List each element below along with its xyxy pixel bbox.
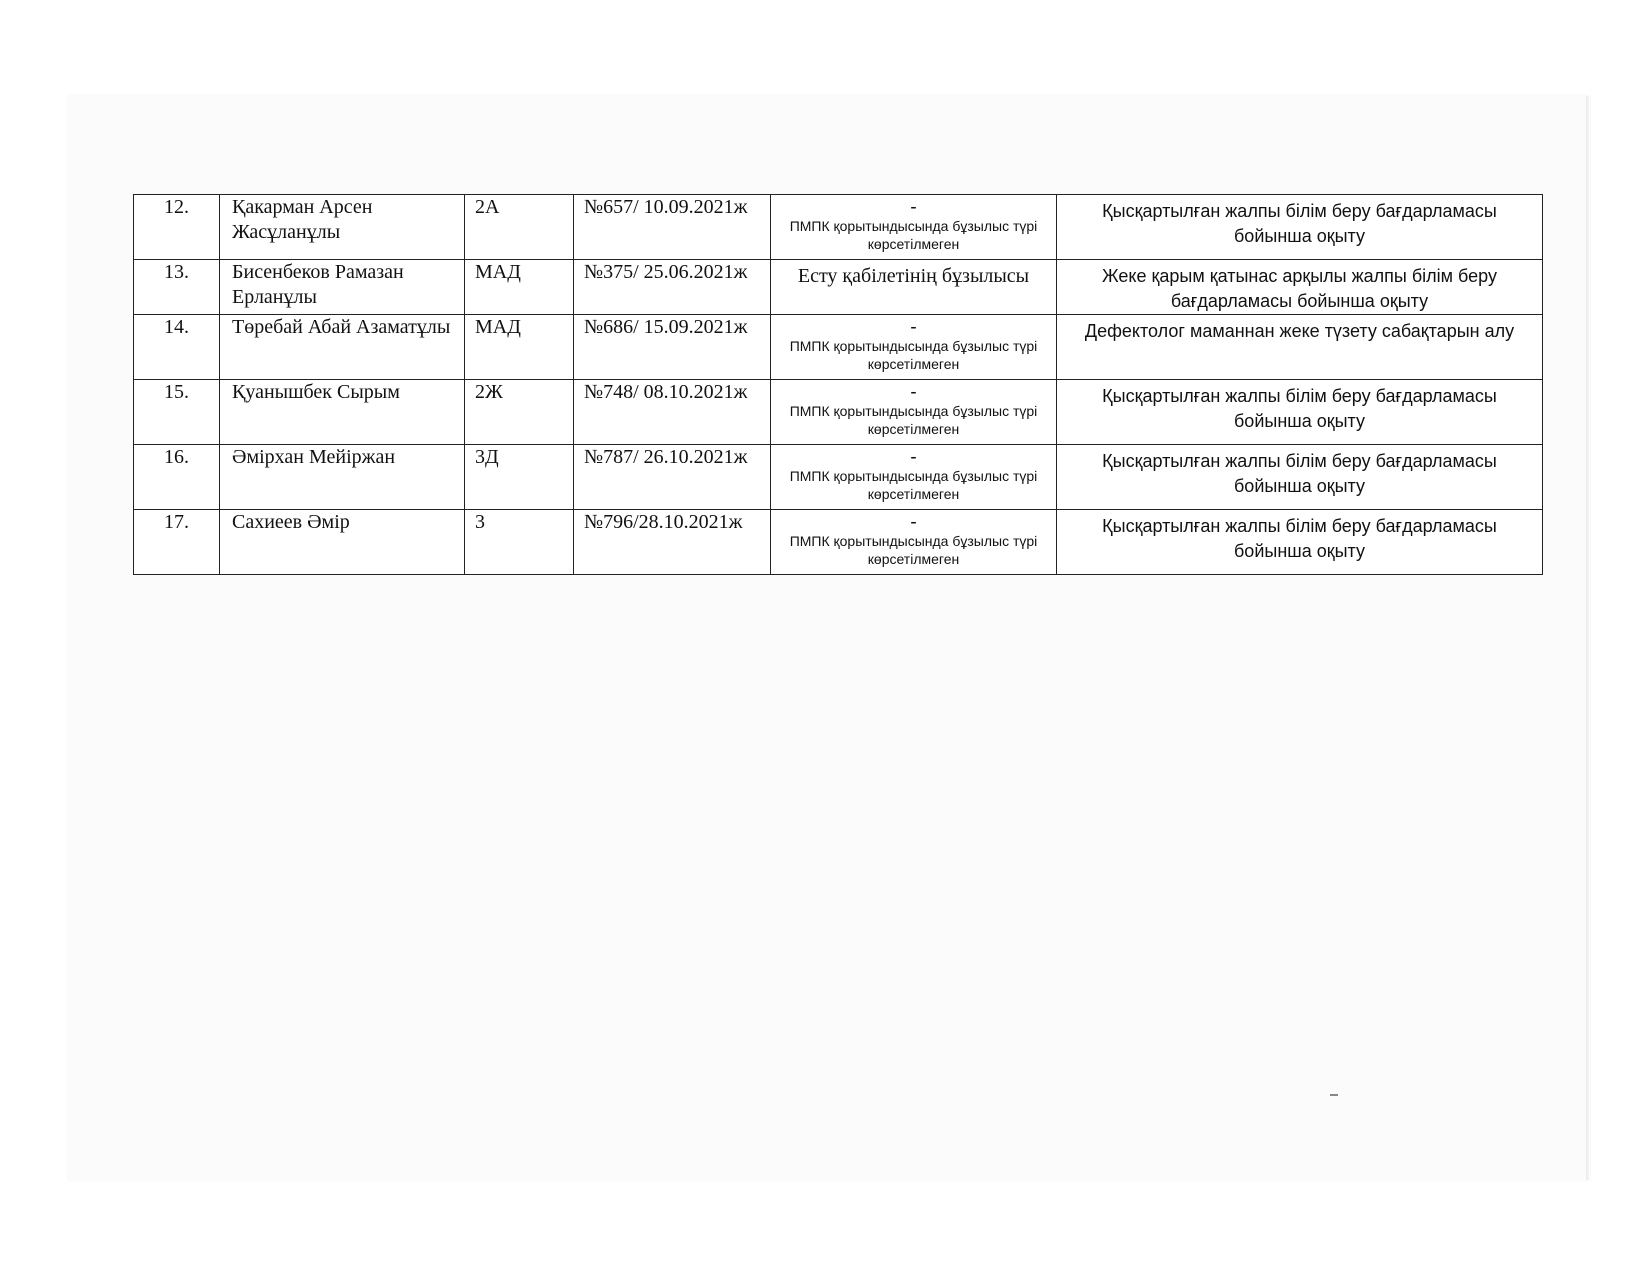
- table-row: [134, 260, 1543, 315]
- diagnosis-note: ПМПК қорытындысында бұзылыс түрі көрсетілмеген: [789, 533, 1038, 567]
- page-edge-shadow: [1586, 96, 1589, 1180]
- student-name-text: Бисенбеков Рамазан Ерланұлы: [232, 261, 404, 308]
- program-text: Қысқартылған жалпы білім беру бағдарламасы бойынша оқыту: [1102, 386, 1497, 431]
- student-class: [465, 315, 574, 380]
- pmpk-document-text: №375/ 25.06.2021ж: [584, 261, 748, 283]
- pmpk-document: [574, 195, 771, 260]
- diagnosis-cell: [771, 445, 1057, 510]
- program-text: Дефектолог маманнан жеке түзету сабақтарын алу: [1084, 321, 1515, 341]
- diagnosis-dash: -: [910, 511, 917, 531]
- diagnosis-cell: [771, 260, 1057, 315]
- table-row: [134, 445, 1543, 510]
- student-name: [220, 260, 465, 315]
- student-name: [220, 195, 465, 260]
- program-text: Жеке қарым қатынас арқылы жалпы білім беру бағдарламасы бойынша оқыту: [1102, 266, 1497, 311]
- diagnosis-cell: [771, 510, 1057, 575]
- pmpk-document: [574, 260, 771, 315]
- student-class: [465, 195, 574, 260]
- program-cell: [1057, 380, 1543, 445]
- student-name: [220, 380, 465, 445]
- student-class-text: 3: [475, 511, 485, 533]
- diagnosis-note: ПМПК қорытындысында бұзылыс түрі көрсетілмеген: [789, 218, 1038, 252]
- records-table: [133, 194, 1543, 575]
- program-text: Қысқартылған жалпы білім беру бағдарламасы бойынша оқыту: [1102, 451, 1497, 496]
- diagnosis-dash: -: [910, 381, 917, 401]
- table-row: [134, 510, 1543, 575]
- student-name: [220, 510, 465, 575]
- program-text: Қысқартылған жалпы білім беру бағдарламасы бойынша оқыту: [1102, 516, 1497, 561]
- table-row: [134, 315, 1543, 380]
- row-number: 15.: [134, 380, 220, 445]
- student-name: [220, 445, 465, 510]
- student-class: [465, 380, 574, 445]
- student-class-text: МАД: [475, 261, 521, 283]
- diagnosis-cell: [771, 315, 1057, 380]
- student-class-text: 2А: [475, 196, 500, 218]
- pmpk-document-text: №796/28.10.2021ж: [584, 511, 743, 533]
- pmpk-document-text: №787/ 26.10.2021ж: [584, 446, 748, 468]
- table-row: [134, 195, 1543, 260]
- pmpk-document: [574, 380, 771, 445]
- student-class-text: 3Д: [475, 446, 499, 468]
- student-name-text: Төребай Абай Азаматұлы: [232, 316, 451, 338]
- pmpk-document: [574, 445, 771, 510]
- program-cell: [1057, 510, 1543, 575]
- program-cell: [1057, 260, 1543, 315]
- program-cell: [1057, 315, 1543, 380]
- student-name-text: Қуанышбек Сырым: [232, 381, 400, 403]
- row-number: 17.: [134, 510, 220, 575]
- student-name: [220, 315, 465, 380]
- diagnosis-cell: [771, 380, 1057, 445]
- student-class: [465, 260, 574, 315]
- pmpk-document: [574, 510, 771, 575]
- diagnosis-dash: -: [910, 446, 917, 466]
- pmpk-document-text: №748/ 08.10.2021ж: [584, 381, 748, 403]
- diagnosis-note: ПМПК қорытындысында бұзылыс түрі көрсетілмеген: [789, 468, 1038, 502]
- diagnosis-text: Есту қабілетінің бұзылысы: [797, 265, 1030, 287]
- table-row: [134, 380, 1543, 445]
- program-cell: [1057, 195, 1543, 260]
- student-class-text: 2Ж: [475, 381, 503, 403]
- diagnosis-note: ПМПК қорытындысында бұзылыс түрі көрсетілмеген: [789, 338, 1038, 372]
- student-class-text: МАД: [475, 316, 521, 338]
- student-class: [465, 445, 574, 510]
- pmpk-document-text: №686/ 15.09.2021ж: [584, 316, 748, 338]
- diagnosis-dash: -: [910, 196, 917, 216]
- row-number: 16.: [134, 445, 220, 510]
- scan-speck: [1330, 1094, 1338, 1096]
- pmpk-document: [574, 315, 771, 380]
- student-class: [465, 510, 574, 575]
- student-name-text: Қакарман Арсен Жасұланұлы: [232, 196, 373, 243]
- diagnosis-note: ПМПК қорытындысында бұзылыс түрі көрсетілмеген: [789, 403, 1038, 437]
- diagnosis-dash: -: [910, 316, 917, 336]
- student-name-text: Сахиеев Әмір: [232, 511, 350, 533]
- diagnosis-cell: [771, 195, 1057, 260]
- row-number: 12.: [134, 195, 220, 260]
- row-number: 14.: [134, 315, 220, 380]
- row-number: 13.: [134, 260, 220, 315]
- pmpk-document-text: №657/ 10.09.2021ж: [584, 196, 748, 218]
- program-cell: [1057, 445, 1543, 510]
- program-text: Қысқартылған жалпы білім беру бағдарламасы бойынша оқыту: [1102, 201, 1497, 246]
- student-name-text: Әмірхан Мейіржан: [232, 446, 396, 468]
